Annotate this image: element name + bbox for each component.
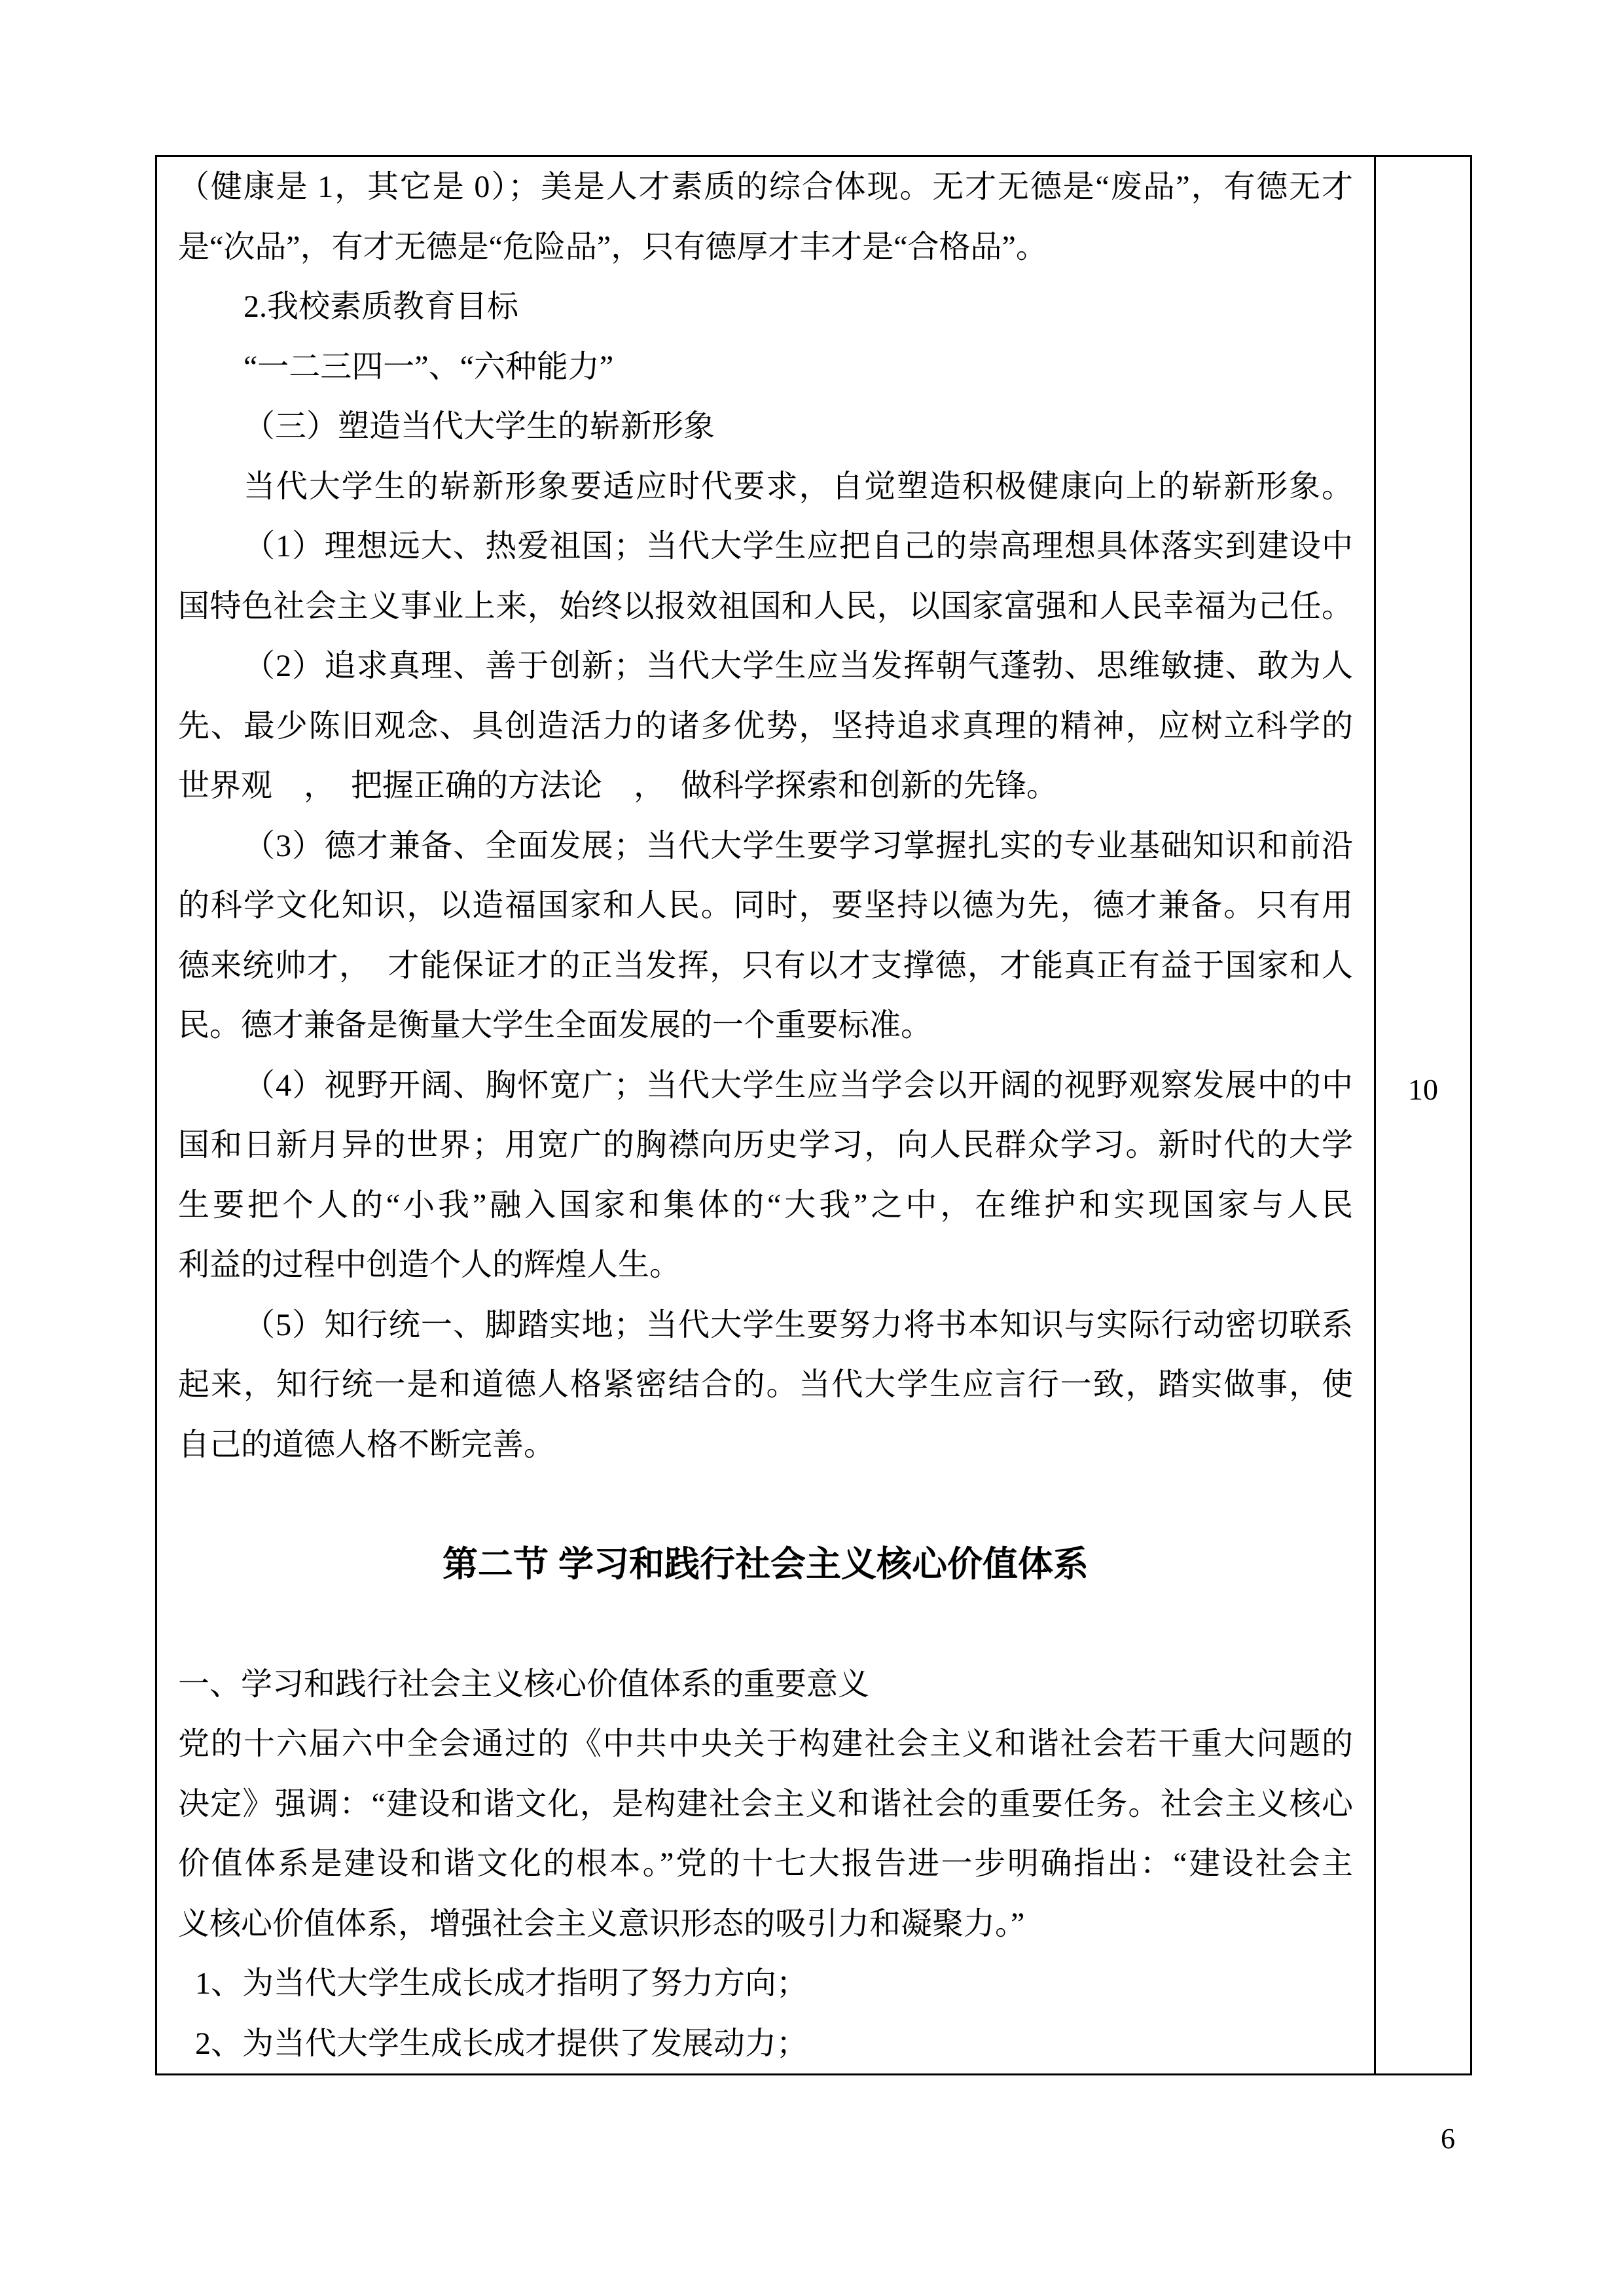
text-line: 决定》强调：“建设和谐文化，是构建社会主义和谐社会的重要任务。社会主义核心 (178, 1786, 1353, 1821)
text-line: 生要把个人的“小我”融入国家和集体的“大我”之中，在维护和实现国家与人民 (178, 1187, 1353, 1223)
text-line: 2、为当代大学生成长成才提供了发展动力； (195, 2026, 808, 2061)
text-line: “一二三四一”、“六种能力” (244, 349, 614, 384)
blank-line (178, 1594, 1353, 1655)
text-line: 是“次品”，有才无德是“危险品”，只有德厚才丰才是“合格品”。 (178, 229, 1047, 264)
text-line: 一、学习和践行社会主义核心价值体系的重要意义 (178, 1666, 870, 1702)
text-line: 当代大学生的崭新形象要适应时代要求，自觉塑造积极健康向上的崭新形象。 (244, 469, 1353, 504)
text-line: 价值体系是建设和谐文化的根本。”党的十七大报告进一步明确指出：“建设社会主 (178, 1846, 1353, 1881)
text-line: 世界观 ， 把握正确的方法论 ， 做科学探索和创新的先锋。 (178, 768, 1058, 803)
text-line: （1）理想远大、热爱祖国；当代大学生应把自己的崇高理想具体落实到建设中 (244, 529, 1353, 564)
section-heading: 第二节 学习和践行社会主义核心价值体系 (442, 1544, 1089, 1584)
text-line: （4）视野开阔、胸怀宽广；当代大学生应当学会以开阔的视野观察发展中的中 (244, 1067, 1353, 1103)
text-line: （5）知行统一、脚踏实地；当代大学生要努力将书本知识与实际行动密切联系 (244, 1307, 1353, 1342)
text-line: 国特色社会主义事业上来，始终以报效祖国和人民，以国家富强和人民幸福为己任。 (178, 588, 1353, 624)
text-line: （3）德才兼备、全面发展；当代大学生要学习掌握扎实的专业基础知识和前沿 (244, 828, 1353, 863)
text-line: 党的十六届六中全会通过的《中共中央关于构建社会主义和谐社会若干重大问题的 (178, 1727, 1353, 1761)
text-line: 义核心价值体系，增强社会主义意识形态的吸引力和凝聚力。” (178, 1906, 1025, 1941)
content-cell (157, 157, 1376, 2073)
text-line: 德来统帅才， 才能保证才的正当发挥，只有以才支撑德，才能真正有益于国家和人 (178, 948, 1353, 983)
score-cell (1376, 157, 1470, 2073)
lesson-plan-table (155, 155, 1472, 2075)
score-value: 10 (1408, 1073, 1438, 1106)
text-line: 1、为当代大学生成长成才指明了努力方向； (195, 1966, 808, 2001)
text-line: （健康是 1，其它是 0）；美是人才素质的综合体现。无才无德是“废品”，有德无才 (178, 170, 1353, 204)
text-line: 自己的道德人格不断完善。 (178, 1427, 556, 1462)
text-line: 起来，知行统一是和道德人格紧密结合的。当代大学生应言行一致，踏实做事，使 (178, 1367, 1353, 1402)
text-line: （三）塑造当代大学生的崭新形象 (244, 409, 715, 444)
text-line: 的科学文化知识，以造福国家和人民。同时，要坚持以德为先，德才兼备。只有用 (178, 888, 1353, 923)
blank-line (178, 1475, 1353, 1535)
text-line: 民。德才兼备是衡量大学生全面发展的一个重要标准。 (178, 1008, 933, 1043)
text-line: 利益的过程中创造个人的辉煌人生。 (178, 1247, 681, 1282)
text-line: （2）追求真理、善于创新；当代大学生应当发挥朝气蓬勃、思维敏捷、敢为人 (244, 649, 1353, 683)
text-line: 先、最少陈旧观念、具创造活力的诸多优势，坚持追求真理的精神，应树立科学的 (178, 708, 1353, 744)
text-line: 国和日新月异的世界；用宽广的胸襟向历史学习，向人民群众学习。新时代的大学 (178, 1128, 1353, 1162)
text-line: 2.我校素质教育目标 (244, 289, 519, 324)
page-number: 6 (1441, 2123, 1455, 2155)
